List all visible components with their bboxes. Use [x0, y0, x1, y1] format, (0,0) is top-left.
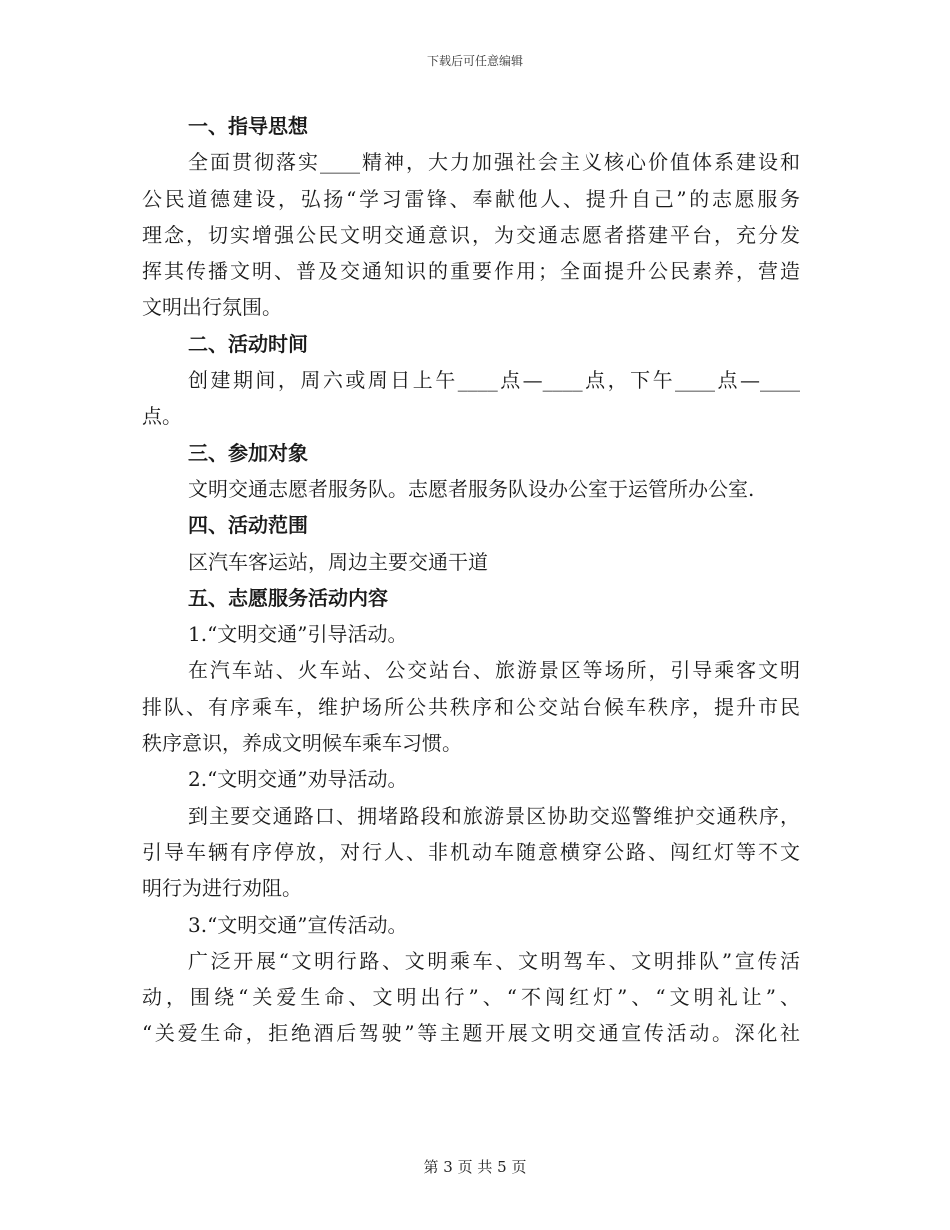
document-body — [142, 108, 800, 1052]
item-heading-guidance: 1.“文明交通”引导活动。 — [188, 622, 408, 647]
paragraph-line: 广泛开展“文明行路、文明乘车、文明驾车、文明排队”宣传活 — [188, 948, 800, 973]
section-heading-activity-scope: 四、活动范围 — [188, 513, 308, 538]
page-number: 第 3 页 共 5 页 — [423, 1158, 527, 1176]
section-heading-participants: 三、参加对象 — [188, 440, 308, 465]
item-heading-persuasion: 2.“文明交通”劝导活动。 — [188, 767, 408, 792]
header-note: 下载后可任意编辑 — [426, 54, 523, 68]
paragraph-line: 公民道德建设，弘扬“学习雷锋、奉献他人、提升自己”的志愿服务 — [142, 186, 800, 211]
paragraph-line: 到主要交通路口、拥堵路段和旅游景区协助交巡警维护交通秩序， — [188, 803, 800, 828]
paragraph-line: 全面贯彻落实____精神，大力加强社会主义核心价值体系建设和 — [188, 150, 800, 175]
paragraph-line: “关爱生命，拒绝酒后驾驶”等主题开展文明交通宣传活动。深化社 — [142, 1021, 800, 1046]
paragraph-line: 动，围绕“关爱生命、文明出行”、“不闯红灯”、“文明礼让”、 — [142, 985, 800, 1010]
paragraph-line: 在汽车站、火车站、公交站台、旅游景区等场所，引导乘客文明 — [188, 658, 800, 683]
paragraph-line: 文明出行氛围。 — [142, 295, 282, 320]
paragraph-line: 排队、有序乘车，维护场所公共秩序和公交站台候车秩序，提升市民 — [142, 694, 800, 719]
section-heading-activity-time: 二、活动时间 — [188, 331, 308, 356]
item-heading-publicity: 3.“文明交通”宣传活动。 — [188, 912, 408, 937]
paragraph-line: 引导车辆有序停放，对行人、非机动车随意横穿公路、闯红灯等不文 — [142, 839, 800, 864]
paragraph-line: 秩序意识，养成文明候车乘车习惯。 — [142, 731, 462, 756]
paragraph-line: 创建期间，周六或周日上午____点—____点，下午____点—____ — [188, 368, 800, 393]
paragraph-line: 文明交通志愿者服务队。志愿者服务队设办公室于运管所办公室. — [188, 476, 755, 501]
paragraph-line: 区汽车客运站，周边主要交通干道 — [188, 549, 488, 574]
section-heading-activity-content: 五、志愿服务活动内容 — [188, 585, 388, 610]
paragraph-line: 挥其传播文明、普及交通知识的重要作用；全面提升公民素养，营造 — [142, 259, 800, 284]
paragraph-line: 明行为进行劝阻。 — [142, 876, 302, 901]
paragraph-line: 点。 — [142, 404, 182, 429]
section-heading-guiding-ideology: 一、指导思想 — [188, 114, 308, 138]
paragraph-line: 理念，切实增强公民文明交通意识，为交通志愿者搭建平台，充分发 — [142, 222, 800, 247]
